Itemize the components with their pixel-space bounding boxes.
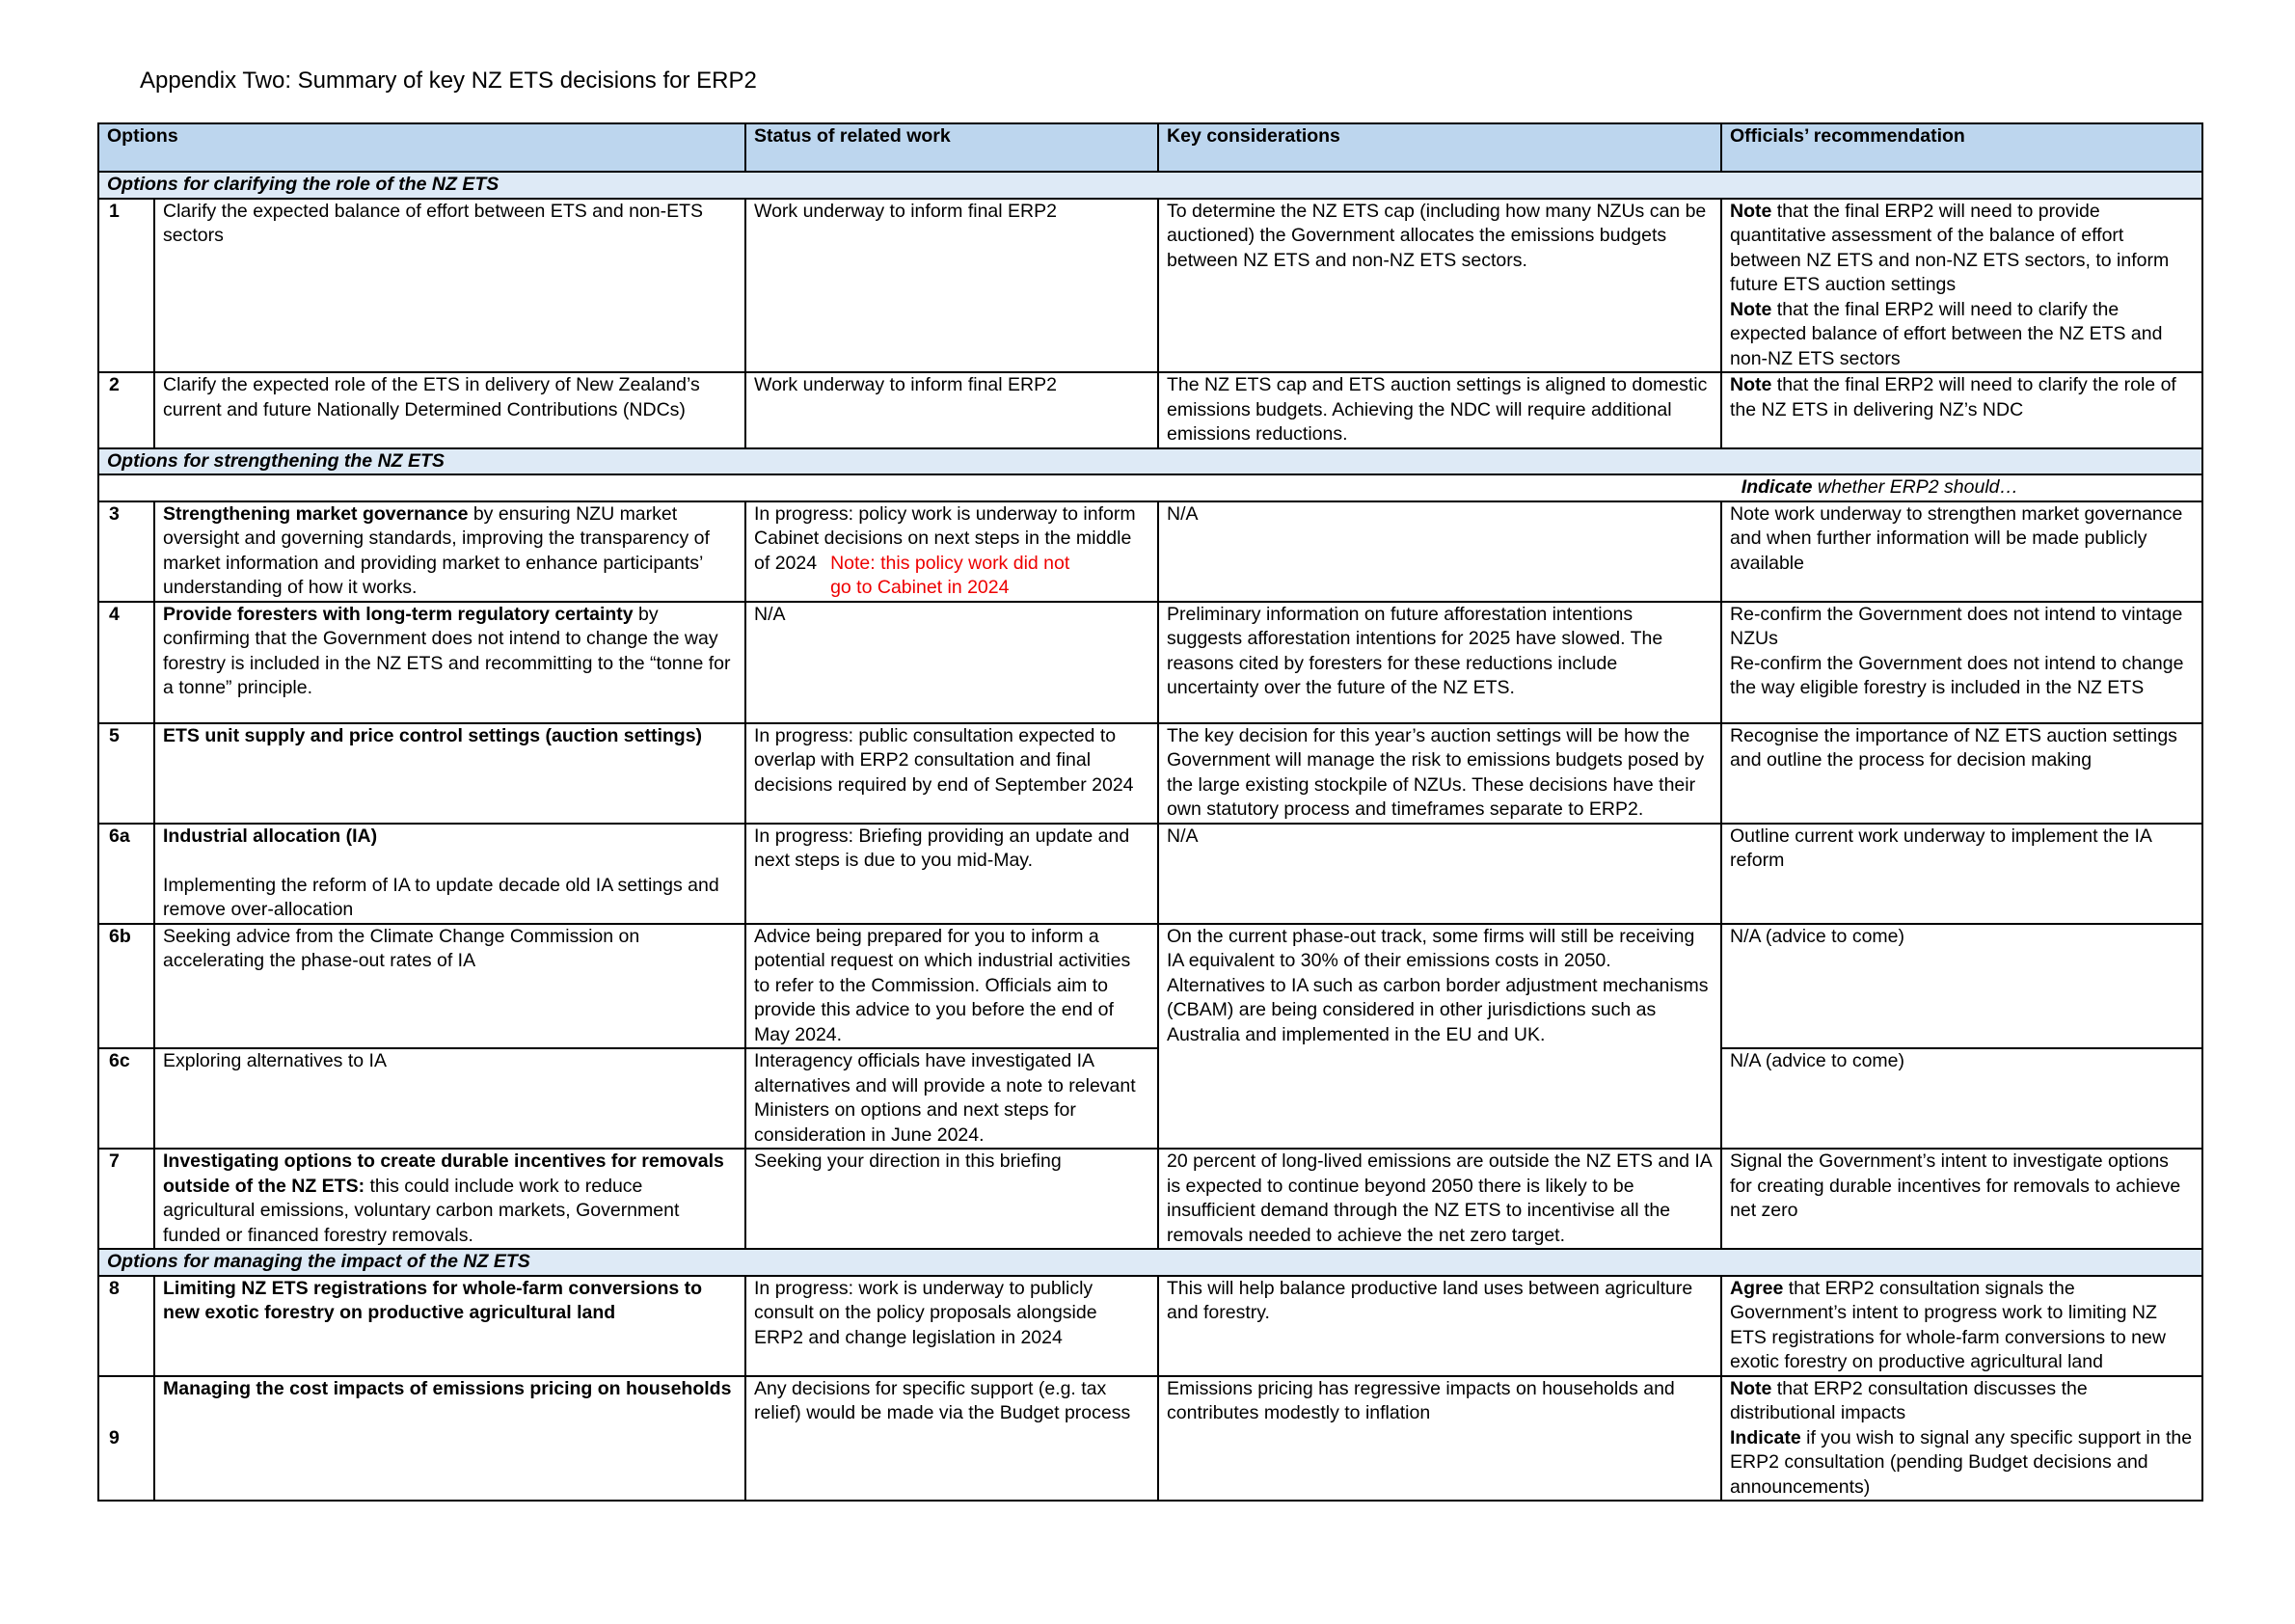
paragraph (1730, 1277, 2194, 1375)
option-number: 4 (98, 602, 154, 723)
text-segment: Seeking advice from the Climate Change Commission on accelerating the phase-out rates of IA (163, 925, 640, 971)
text-segment: that ERP2 consultation signals the Government’s intent to progress work to limiting NZ ETS registrations for whole-farm conversions to new exotic forestry on productive agricultural land (1730, 1277, 2166, 1372)
text-segment: Any decisions for specific support (e.g. tax relief) would be made via the Budget process (754, 1377, 1131, 1423)
option-number: 1 (98, 199, 154, 373)
text-segment: Work underway to inform final ERP2 (754, 374, 1057, 395)
text-segment: In progress: Briefing providing an update and next steps is due to you mid-May. (754, 825, 1130, 871)
paragraph (1730, 1049, 2194, 1074)
table-row (98, 372, 2202, 448)
text-segment: Industrial allocation (IA) (163, 825, 378, 847)
key-considerations-cell (1158, 1376, 1721, 1502)
text-segment: N/A (advice to come) (1730, 925, 1904, 947)
paragraph (1167, 200, 1713, 274)
text-segment: N/A (advice to come) (1730, 1050, 1904, 1071)
paragraph (1730, 603, 2194, 652)
option-number: 6a (98, 824, 154, 924)
text-segment: ETS unit supply and price control settings (auction settings) (163, 724, 703, 746)
recommendation-cell (1721, 1376, 2202, 1502)
paragraph (1730, 200, 2194, 298)
recommendation-cell (1721, 372, 2202, 448)
table-row (98, 199, 2202, 373)
paragraph (1730, 373, 2194, 422)
text-segment: that the final ERP2 will need to clarify the expected balance of effort between the NZ ETS and non-NZ ETS sectors (1730, 298, 2163, 369)
text-segment: N/A (754, 603, 786, 625)
table-row (98, 1048, 2202, 1149)
text-segment: The NZ ETS cap and ETS auction settings is aligned to domestic emissions budgets. Achieving the NDC will require additional emissions reductions. (1167, 374, 1708, 445)
recommendation-cell (1721, 602, 2202, 723)
recommendation-cell (1721, 501, 2202, 602)
paragraph (754, 925, 1149, 1048)
option-cell (154, 1149, 745, 1249)
paragraph (754, 1377, 1149, 1426)
paragraph (163, 724, 737, 749)
option-cell (154, 723, 745, 824)
header-recommendation: Officials’ recommendation (1721, 123, 2202, 172)
status-cell (745, 1048, 1158, 1149)
text-segment: Managing the cost impacts of emissions pricing on households (163, 1377, 732, 1399)
paragraph (1167, 724, 1713, 823)
page-title: Appendix Two: Summary of key NZ ETS decisions for ERP2 (140, 68, 757, 94)
paragraph (1730, 925, 2194, 950)
text-segment: this could include work to reduce agricultural emissions, voluntary carbon markets, Government funded or financed forestry removals. (163, 1175, 680, 1246)
paragraph (754, 724, 1149, 798)
status-cell (745, 501, 1158, 602)
text-segment: Re-confirm the Government does not intend to change the way eligible forestry is included in the NZ ETS (1730, 652, 2184, 698)
text-segment: In progress: policy work is underway to inform Cabinet decisions on next steps in the middle of 2024 (754, 502, 1136, 574)
paragraph (754, 1150, 1149, 1175)
paragraph (754, 825, 1149, 874)
text-segment: Note (1730, 298, 1772, 320)
header-options: Options (98, 123, 745, 172)
text-segment: that the final ERP2 will need to clarify the role of the NZ ETS in delivering NZ’s NDC (1730, 374, 2176, 420)
paragraph (1730, 652, 2194, 701)
status-cell (745, 1276, 1158, 1376)
section-row (98, 1249, 2202, 1276)
text-segment: Advice being prepared for you to inform a potential request on which industrial activities to refer to the Commission. Officials aim to provide this advice to you before the end of May 2024. (754, 925, 1131, 1045)
paragraph (163, 200, 737, 249)
option-number: 7 (98, 1149, 154, 1249)
text-segment: Note (1730, 200, 1772, 222)
key-considerations-cell (1158, 1276, 1721, 1376)
paragraph (163, 825, 737, 850)
status-cell (745, 199, 1158, 373)
option-cell (154, 824, 745, 924)
text-segment: that ERP2 consultation discusses the distributional impacts (1730, 1377, 2088, 1423)
paragraph (1730, 724, 2194, 773)
paragraph (1730, 298, 2194, 372)
table-row (98, 723, 2202, 824)
paragraph (1730, 1150, 2194, 1224)
recommendation-cell (1721, 1048, 2202, 1149)
paragraph (163, 502, 737, 601)
paragraph (754, 200, 1149, 225)
paragraph (754, 502, 1149, 601)
indicate-row (98, 474, 2202, 501)
status-cell (745, 1376, 1158, 1502)
text-segment: In progress: work is underway to publicly consult on the policy proposals alongside ERP2 and change legislation in 2024 (754, 1277, 1097, 1348)
option-number: 8 (98, 1276, 154, 1376)
paragraph (1167, 603, 1713, 701)
status-cell (745, 602, 1158, 723)
section-heading: Options for clarifying the role of the NZ ETS (98, 172, 2202, 199)
key-considerations-cell (1158, 199, 1721, 373)
key-considerations-cell (1158, 723, 1721, 824)
text-segment: This will help balance productive land uses between agriculture and forestry. (1167, 1277, 1693, 1323)
paragraph (163, 373, 737, 422)
paragraph (1730, 1377, 2194, 1426)
text-segment: Work underway to inform final ERP2 (754, 200, 1057, 222)
paragraph (1730, 502, 2194, 577)
indicate-bold: Indicate (1741, 476, 1813, 498)
paragraph (163, 1277, 737, 1326)
paragraph (1167, 1277, 1713, 1326)
paragraph (1730, 1426, 2194, 1501)
text-segment: On the current phase-out track, some firms will still be receiving IA equivalent to 30% of their emissions costs in 2050. Alternatives to IA such as carbon border adjustment mechanisms (CBAM) are being considered in other jurisdictions such as Australia and implemented in the EU and UK. (1167, 925, 1709, 1045)
text-segment: Limiting NZ ETS registrations for whole-farm conversions to new exotic forestry on productive agricultural land (163, 1277, 703, 1323)
paragraph (1167, 502, 1713, 528)
table-row (98, 1276, 2202, 1376)
text-segment: Provide foresters with long-term regulatory certainty (163, 603, 634, 625)
header-status: Status of related work (745, 123, 1158, 172)
option-number: 5 (98, 723, 154, 824)
text-segment: by ensuring NZU market oversight and governing standards, improving the transparency of market information and providing market to enhance participants’ understanding of how it works. (163, 502, 710, 598)
recommendation-cell (1721, 924, 2202, 1049)
text-segment: Clarify the expected balance of effort between ETS and non-ETS sectors (163, 200, 704, 246)
paragraph (163, 603, 737, 701)
recommendation-cell (1721, 199, 2202, 373)
text-segment: Emissions pricing has regressive impacts on households and contributes modestly to inflation (1167, 1377, 1675, 1423)
paragraph (163, 849, 737, 874)
header-row (98, 123, 2202, 172)
paragraph (163, 1150, 737, 1248)
option-cell (154, 1276, 745, 1376)
option-cell (154, 924, 745, 1049)
option-cell (154, 1048, 745, 1149)
text-segment: Recognise the importance of NZ ETS auction settings and outline the process for decision making (1730, 724, 2177, 771)
key-considerations-cell (1158, 372, 1721, 448)
status-cell (745, 1149, 1158, 1249)
paragraph (1167, 825, 1713, 850)
option-number: 9 (98, 1376, 154, 1502)
paragraph (754, 1049, 1149, 1148)
text-segment: that the final ERP2 will need to provide quantitative assessment of the balance of effort between NZ ETS and non-NZ ETS sectors, to inform future ETS auction settings (1730, 200, 2170, 295)
status-note: Note: this policy work did not go to Cabinet in 2024 (830, 552, 1070, 598)
key-considerations-cell (1158, 602, 1721, 723)
table-row (98, 924, 2202, 1049)
indicate-instruction (98, 474, 2202, 501)
paragraph (1167, 1150, 1713, 1248)
text-segment: Clarify the expected role of the ETS in delivery of New Zealand’s current and future Nationally Determined Contributions (NDCs) (163, 374, 700, 420)
text-segment: if you wish to signal any specific support in the ERP2 consultation (pending Budget decisions and announcements) (1730, 1426, 2193, 1498)
text-segment: by confirming that the Government does not intend to change the way forestry is included in the NZ ETS and recommitting to the “tonne for a tonne” principle. (163, 603, 731, 698)
recommendation-cell (1721, 723, 2202, 824)
text-segment: Note (1730, 374, 1772, 395)
text-segment: The key decision for this year’s auction settings will be how the Government will manage the risk to emissions budgets posed by the large existing stockpile of NZUs. These decisions have their own statutory process and timeframes separate to ERP2. (1167, 724, 1705, 820)
recommendation-cell (1721, 1149, 2202, 1249)
option-number: 6b (98, 924, 154, 1049)
option-cell (154, 602, 745, 723)
text-segment: Preliminary information on future afforestation intentions suggests afforestation intentions for 2025 have slowed. The reasons cited by foresters for these reductions include uncertainty over the future of the NZ ETS. (1167, 603, 1663, 698)
status-cell (745, 372, 1158, 448)
option-cell (154, 1376, 745, 1502)
key-considerations-cell (1158, 924, 1721, 1150)
text-segment: Signal the Government’s intent to investigate options for creating durable incentives for removals to achieve net zero (1730, 1150, 2181, 1221)
text-segment: 20 percent of long-lived emissions are outside the NZ ETS and IA is expected to continue beyond 2050 there is likely to be insufficient demand through the NZ ETS to incentivise all the removals needed to achieve the net zero target. (1167, 1150, 1712, 1246)
text-segment: Note work underway to strengthen market governance and when further information will be made publicly available (1730, 502, 2183, 574)
text-segment: Agree (1730, 1277, 1784, 1299)
text-segment: Indicate (1730, 1426, 1801, 1448)
table-row (98, 501, 2202, 602)
paragraph (754, 603, 1149, 628)
table-row (98, 824, 2202, 924)
text-segment: Re-confirm the Government does not intend to vintage NZUs (1730, 603, 2183, 649)
text-segment: N/A (1167, 825, 1199, 847)
paragraph (1167, 925, 1713, 1048)
paragraph (163, 874, 737, 923)
option-cell (154, 199, 745, 373)
text-segment: Note (1730, 1377, 1772, 1399)
decisions-table (97, 122, 2203, 1502)
section-heading: Options for managing the impact of the NZ ETS (98, 1249, 2202, 1276)
paragraph (754, 373, 1149, 398)
paragraph (163, 1377, 737, 1402)
table-row (98, 1149, 2202, 1249)
status-cell (745, 924, 1158, 1049)
recommendation-cell (1721, 824, 2202, 924)
text-segment: Implementing the reform of IA to update decade old IA settings and remove over-allocation (163, 874, 719, 920)
option-number: 3 (98, 501, 154, 602)
option-number: 6c (98, 1048, 154, 1149)
text-segment (163, 850, 168, 871)
section-heading: Options for strengthening the NZ ETS (98, 448, 2202, 475)
table-row (98, 1376, 2202, 1502)
key-considerations-cell (1158, 501, 1721, 602)
indicate-text: whether ERP2 should… (1812, 476, 2019, 498)
option-number: 2 (98, 372, 154, 448)
text-segment: Strengthening market governance (163, 502, 469, 525)
text-segment: Seeking your direction in this briefing (754, 1150, 1062, 1172)
text-segment: Exploring alternatives to IA (163, 1050, 387, 1071)
option-cell (154, 501, 745, 602)
paragraph (163, 925, 737, 974)
paragraph (163, 1049, 737, 1074)
text-segment: In progress: public consultation expected to overlap with ERP2 consultation and final decisions required by end of September 2024 (754, 724, 1134, 796)
section-row (98, 172, 2202, 199)
paragraph (1167, 373, 1713, 447)
paragraph (1730, 825, 2194, 874)
header-key-considerations: Key considerations (1158, 123, 1721, 172)
status-cell (745, 723, 1158, 824)
key-considerations-cell (1158, 824, 1721, 924)
text-segment: N/A (1167, 502, 1199, 525)
text-segment: Investigating options to create durable incentives for removals outside of the NZ ETS: (163, 1150, 724, 1197)
key-considerations-cell (1158, 1149, 1721, 1249)
recommendation-cell (1721, 1276, 2202, 1376)
paragraph (1167, 1377, 1713, 1426)
option-cell (154, 372, 745, 448)
text-segment: To determine the NZ ETS cap (including how many NZUs can be auctioned) the Government allocates the emissions budgets between NZ ETS and non-NZ ETS sectors. (1167, 200, 1707, 271)
section-row (98, 448, 2202, 475)
text-segment: Outline current work underway to implement the IA reform (1730, 825, 2151, 871)
paragraph (754, 1277, 1149, 1351)
table-row (98, 602, 2202, 723)
status-cell (745, 824, 1158, 924)
text-segment: Interagency officials have investigated IA alternatives and will provide a note to relevant Ministers on options and next steps for consideration in June 2024. (754, 1050, 1136, 1146)
